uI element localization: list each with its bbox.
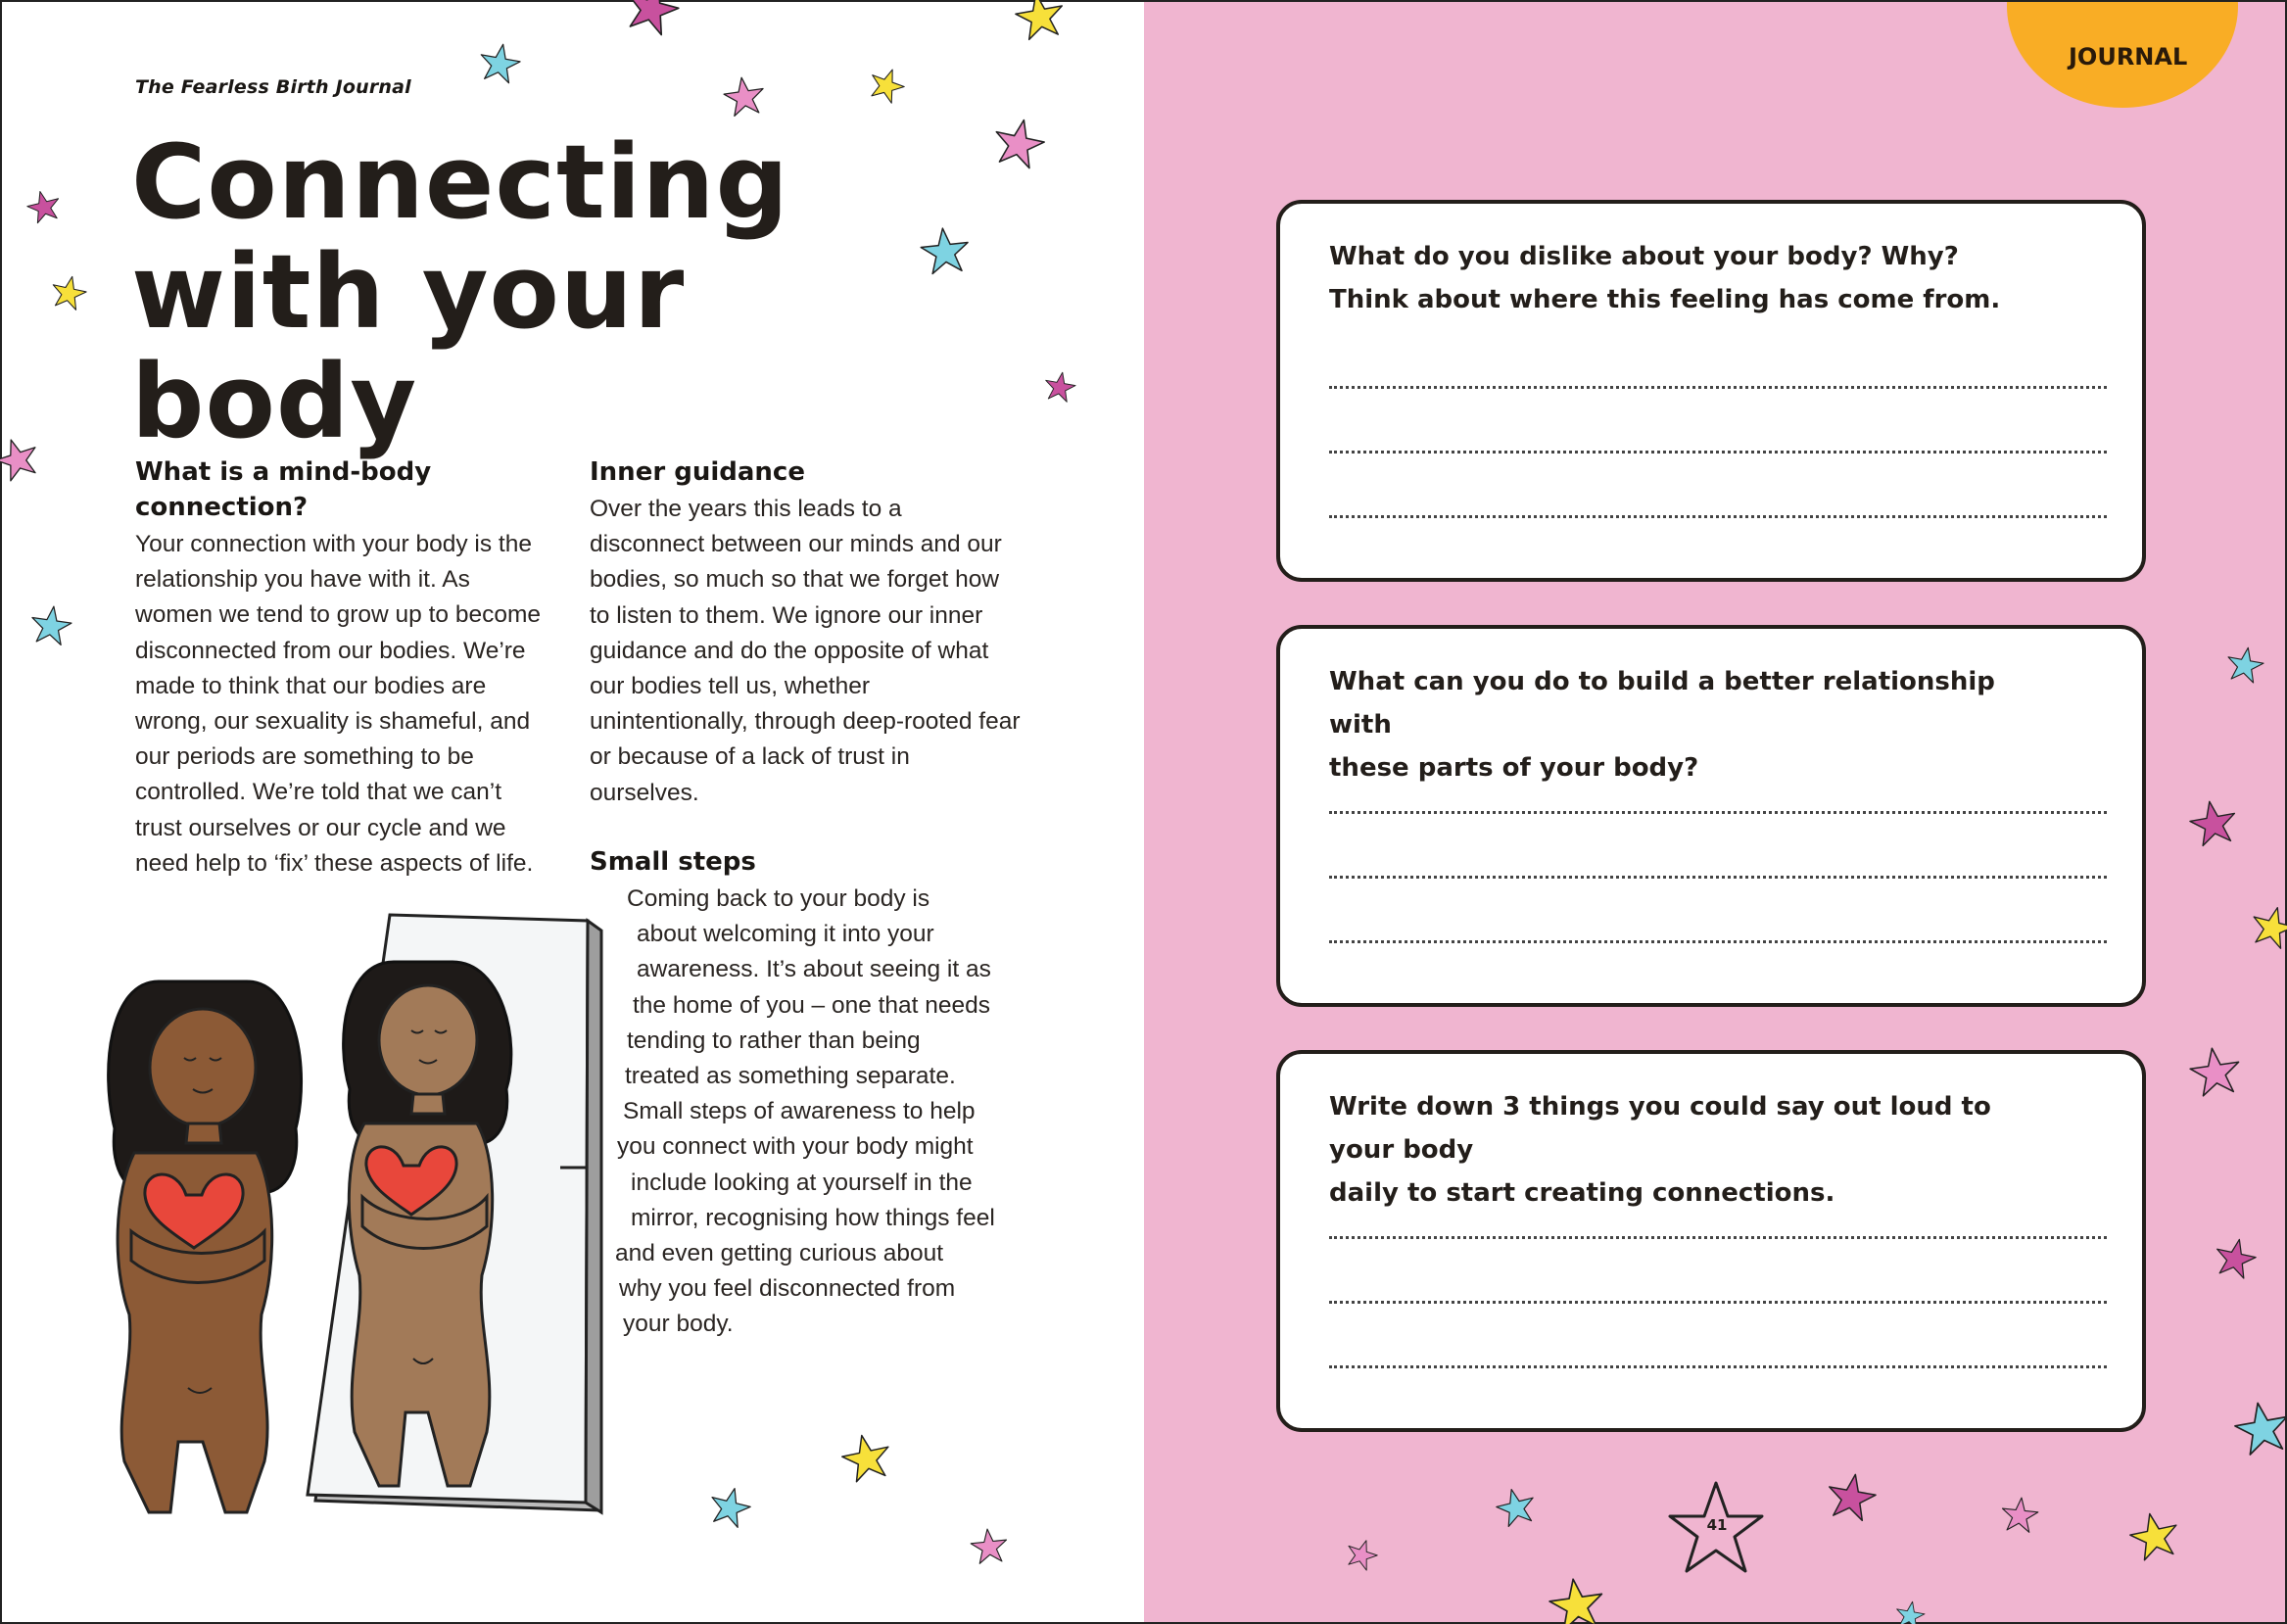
text-line: mirror, recognising how things feel [631,1204,995,1231]
prompt-line: What do you dislike about your body? Why? [1329,242,1959,271]
prompt-text [1329,660,2015,789]
writing-line[interactable] [1329,1301,2107,1304]
section-heading: What is a mind-body connection? [135,457,432,522]
text-line: and even getting curious about [615,1240,944,1267]
title-line-1: Connecting [131,122,789,242]
journal-prompt-box[interactable] [1276,625,2146,1007]
prompt-line: Write down 3 things you could say out loud to your body [1329,1092,1991,1165]
title-line-2: with your body [131,232,686,461]
section-small-steps [590,844,1021,1343]
prompt-line: Think about where this feeling has come from. [1329,285,2001,314]
section-heading: Small steps [590,847,756,877]
journal-tab-label: JOURNAL [2069,43,2188,71]
section-mind-body [135,454,547,882]
writing-line[interactable] [1329,386,2107,389]
page-title [131,122,876,461]
woman-mirror-illustration [100,903,629,1530]
text-line: include looking at yourself in the [631,1169,973,1196]
running-head: The Fearless Birth Journal [135,76,411,98]
journal-prompt-box[interactable] [1276,200,2146,582]
writing-line[interactable] [1329,451,2107,454]
text-line: why you feel disconnected from [619,1275,956,1303]
writing-line[interactable] [1329,876,2107,879]
text-line: Coming back to your body is [627,885,930,912]
text-line: tending to rather than being [627,1027,921,1054]
writing-line[interactable] [1329,515,2107,518]
text-line: your body. [623,1311,734,1338]
prompt-text [1329,1085,2015,1215]
reflection-figure [344,962,511,1486]
writing-line[interactable] [1329,1365,2107,1368]
text-line: treated as something separate. [625,1063,956,1090]
writing-line[interactable] [1329,1236,2107,1239]
prompt-line: daily to start creating connections. [1329,1178,1835,1208]
prompt-line: these parts of your body? [1329,753,1699,783]
text-line: the home of you – one that needs [633,991,991,1019]
journal-prompt-box[interactable] [1276,1050,2146,1432]
section-heading: Inner guidance [590,457,805,487]
text-line: Small steps of awareness to help [623,1098,976,1125]
prompt-line: What can you do to build a better relationship with [1329,667,1995,740]
section-body: Over the years this leads to a disconnect between our minds and our bodies, so much so that we forget how to listen to them. We ignore our inner guidance and do the opposite of what our bodies tell us, whether unintentionally, through deep-rooted fear or because of a lack of trust in ourselves. [590,496,1021,806]
text-line: about welcoming it into your [637,921,934,948]
section-inner-guidance [590,454,1021,811]
writing-line[interactable] [1329,811,2107,814]
text-line: awareness. It’s about seeing it as [637,956,991,983]
page-number: 41 [1706,1516,1728,1534]
section-body [590,882,1021,1343]
woman-figure [109,981,302,1512]
section-body: Your connection with your body is the relationship you have with it. As women we tend to grow up to become disconnected from our bodies. We’re made to think that our bodies are wrong, our sexuality is shameful, and our periods are something to be controlled. We’re told that we can’t trust ourselves or our cycle and we need help to ‘fix’ these aspects of life. [135,531,542,877]
writing-line[interactable] [1329,940,2107,943]
text-line: you connect with your body might [617,1133,974,1161]
prompt-text [1329,235,2015,321]
